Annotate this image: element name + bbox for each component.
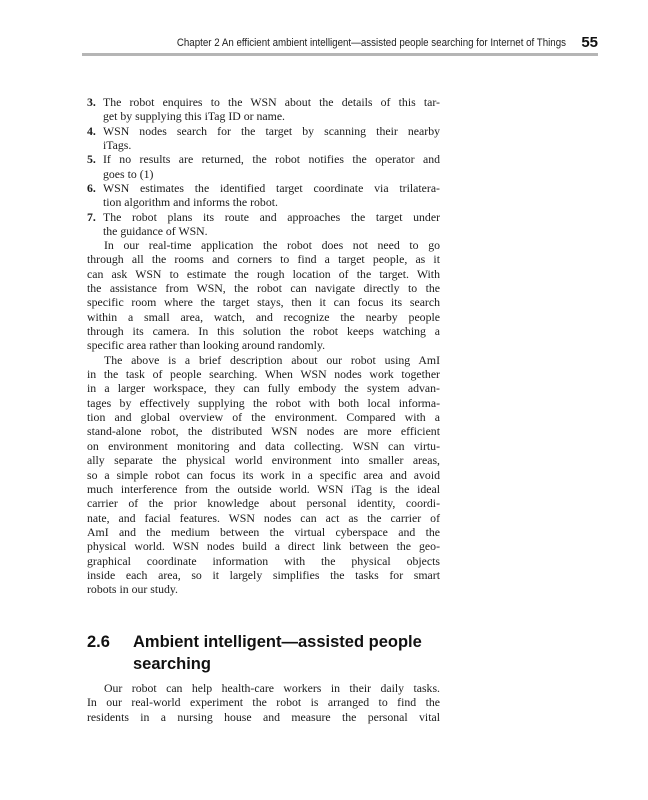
header-rule [82, 53, 598, 56]
text-line: much interference from the outside world. WSN iTag is the ideal [87, 481, 440, 496]
text-line: through all the rooms and corners to find a target people, as it [87, 252, 440, 267]
text-line: residents in a nursing house and measure the personal vital [87, 709, 440, 724]
text-line: The robot plans its route and approaches the target under [103, 209, 440, 224]
text-line: tion algorithm and informs the robot. [103, 195, 278, 210]
text-line: graphical coordinate information with the physical objects [87, 553, 440, 568]
section-heading [87, 631, 453, 675]
running-header [82, 35, 598, 53]
text-line: goes to (1) [103, 166, 154, 181]
numbered-list [87, 95, 440, 238]
list-number: 6. [87, 181, 96, 196]
paragraph [87, 238, 440, 353]
text-line: If no results are returned, the robot notifies the operator and [103, 152, 440, 167]
paragraph [87, 353, 440, 597]
text-line: in the task of people searching. When WSN nodes work together [87, 367, 440, 382]
running-title: Chapter 2 An efficient ambient intelligent—assisted people searching for Internet of Things [176, 37, 566, 49]
list-number: 4. [87, 123, 96, 138]
section-body-text [87, 681, 440, 724]
text-line: WSN nodes search for the target by scanning their nearby [103, 123, 440, 138]
text-line: robots in our study. [87, 582, 178, 597]
list-number: 5. [87, 152, 96, 167]
text-line: The robot enquires to the WSN about the details of this tar- [103, 95, 440, 109]
text-line: get by supplying this iTag ID or name. [103, 109, 285, 124]
text-line: specific room where the target stays, then it can focus its search [87, 295, 440, 310]
text-line: can ask WSN to estimate the rough location of the target. With [87, 266, 440, 281]
text-line: The above is a brief description about our robot using AmI [104, 352, 440, 367]
text-line: In our real-time application the robot does not need to go [104, 238, 440, 252]
list-item [87, 152, 440, 181]
text-line: physical world. WSN nodes build a direct link between the geo- [87, 539, 440, 554]
page-number: 55 [581, 34, 598, 51]
text-line: ally separate the physical world environment into smaller areas, [87, 453, 440, 468]
list-number: 7. [87, 209, 96, 224]
text-line: through its camera. In this solution the robot keeps watching a [87, 324, 440, 339]
text-line: Our robot can help health-care workers in their daily tasks. [104, 681, 440, 695]
text-line: AmI and the medium between the virtual cyberspace and the [87, 524, 440, 539]
section-number: 2.6 [87, 633, 110, 651]
text-line: nate, and facial features. WSN nodes can act as the carrier of [87, 510, 440, 525]
text-line: on environment monitoring and data collecting. WSN can virtu- [87, 438, 440, 453]
list-number: 3. [87, 95, 96, 109]
text-line: the assistance from WSN, the robot can navigate directly to the [87, 281, 440, 296]
paragraph [87, 681, 440, 724]
text-line: iTags. [103, 138, 132, 153]
list-item [87, 210, 440, 239]
section-title: Ambient intelligent—assisted people searching [133, 633, 422, 673]
text-line: in a larger workspace, they can fully embody the system advan- [87, 381, 440, 396]
text-line: tages by effectively supplying the robot with both local informa- [87, 395, 440, 410]
list-item [87, 181, 440, 210]
text-line: tion and global overview of the environment. Compared with a [87, 410, 440, 425]
text-line: stand-alone robot, the distributed WSN nodes are more efficient [87, 424, 440, 439]
text-line: In our real-world experiment the robot is arranged to find the [87, 695, 440, 710]
text-line: the guidance of WSN. [103, 224, 208, 239]
text-line: WSN estimates the identified target coordinate via trilatera- [103, 181, 440, 196]
body-text [87, 238, 440, 597]
text-line: so a simple robot can focus its work in a specific area and avoid [87, 467, 440, 482]
text-line: within a small area, watch, and recognize the nearby people [87, 309, 440, 324]
list-item [87, 95, 440, 124]
list-item [87, 124, 440, 153]
text-line: inside each area, so it largely simplifies the tasks for smart [87, 567, 440, 582]
text-line: specific area rather than looking around randomly. [87, 338, 326, 353]
text-line: carrier of the prior knowledge about personal identity, coordi- [87, 496, 440, 511]
